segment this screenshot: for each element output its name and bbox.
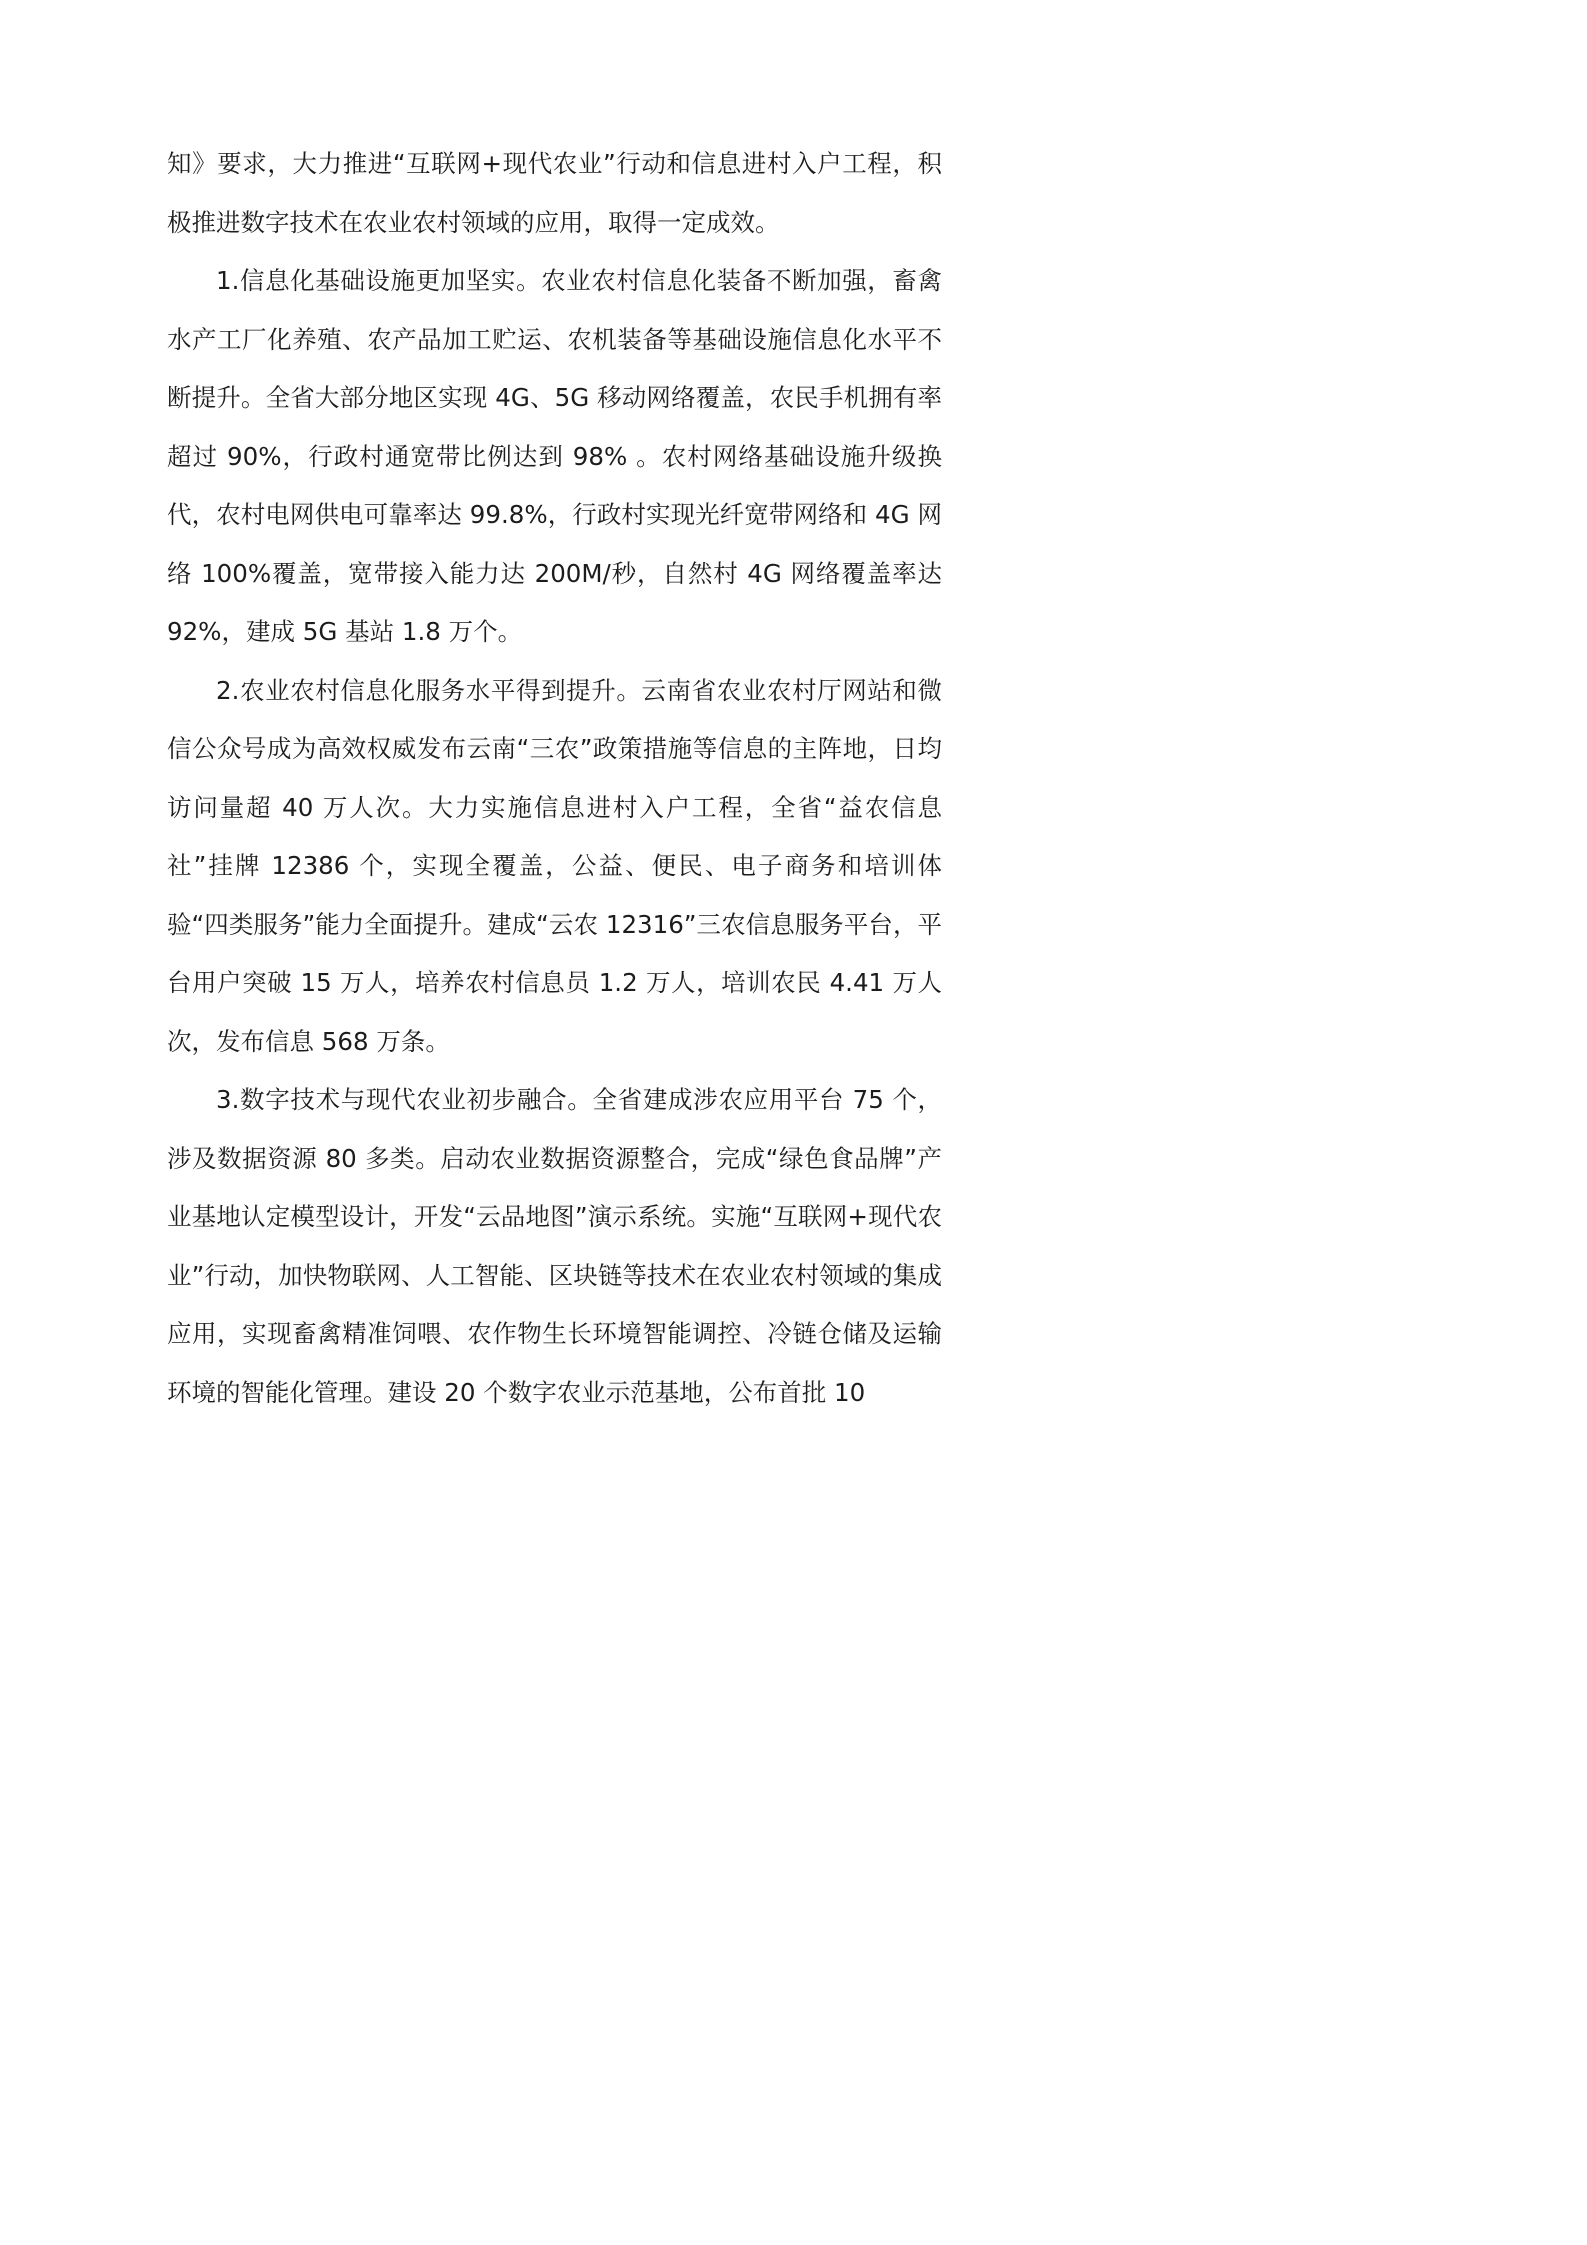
paragraph-digital-agriculture: 3.数字技术与现代农业初步融合。全省建成涉农应用平台 75 个，涉及数据资源 80 多类。启动农业数据资源整合，完成“绿色食品牌”产业基地认定模型设计，开发“云品地图”演示系统。实施“互联网+现代农业”行动，加快物联网、人工智能、区块链等技术在农业农村领域的集成应用，实现畜禽精准饲喂、农作物生长环境智能调控、冷链仓储及运输环境的智能化管理。建设 20 个数字农业示范基地，公布首批 10	[167, 1085, 942, 1407]
document-page	[0, 0, 1110, 1570]
paragraph-information-services: 2.农业农村信息化服务水平得到提升。云南省农业农村厅网站和微信公众号成为高效权威发布云南“三农”政策措施等信息的主阵地，日均访问量超 40 万人次。大力实施信息进村入户工程，全省“益农信息社”挂牌 12386 个，实现全覆盖，公益、便民、电子商务和培训体验“四类服务”能力全面提升。建成“云农 12316”三农信息服务平台，平台用户突破 15 万人，培养农村信息员 1.2 万人，培训农民 4.41 万人次，发布信息 568 万条。	[167, 675, 942, 1056]
paragraph-infrastructure: 1.信息化基础设施更加坚实。农业农村信息化装备不断加强，畜禽水产工厂化养殖、农产品加工贮运、农机装备等基础设施信息化水平不断提升。全省大部分地区实现 4G、5G 移动网络覆盖，农民手机拥有率超过 90%，行政村通宽带比例达到 98% 。农村网络基础设施升级换代，农村电网供电可靠率达 99.8%，行政村实现光纤宽带网络和 4G 网络 100%覆盖，宽带接入能力达 200M/秒，自然村 4G 网络覆盖率达 92%，建成 5G 基站 1.8 万个。	[167, 266, 942, 646]
document-body	[167, 135, 942, 1422]
paragraph-intro-continuation: 知》要求，大力推进“互联网+现代农业”行动和信息进村入户工程，积极推进数字技术在农业农村领域的应用，取得一定成效。	[167, 149, 942, 237]
